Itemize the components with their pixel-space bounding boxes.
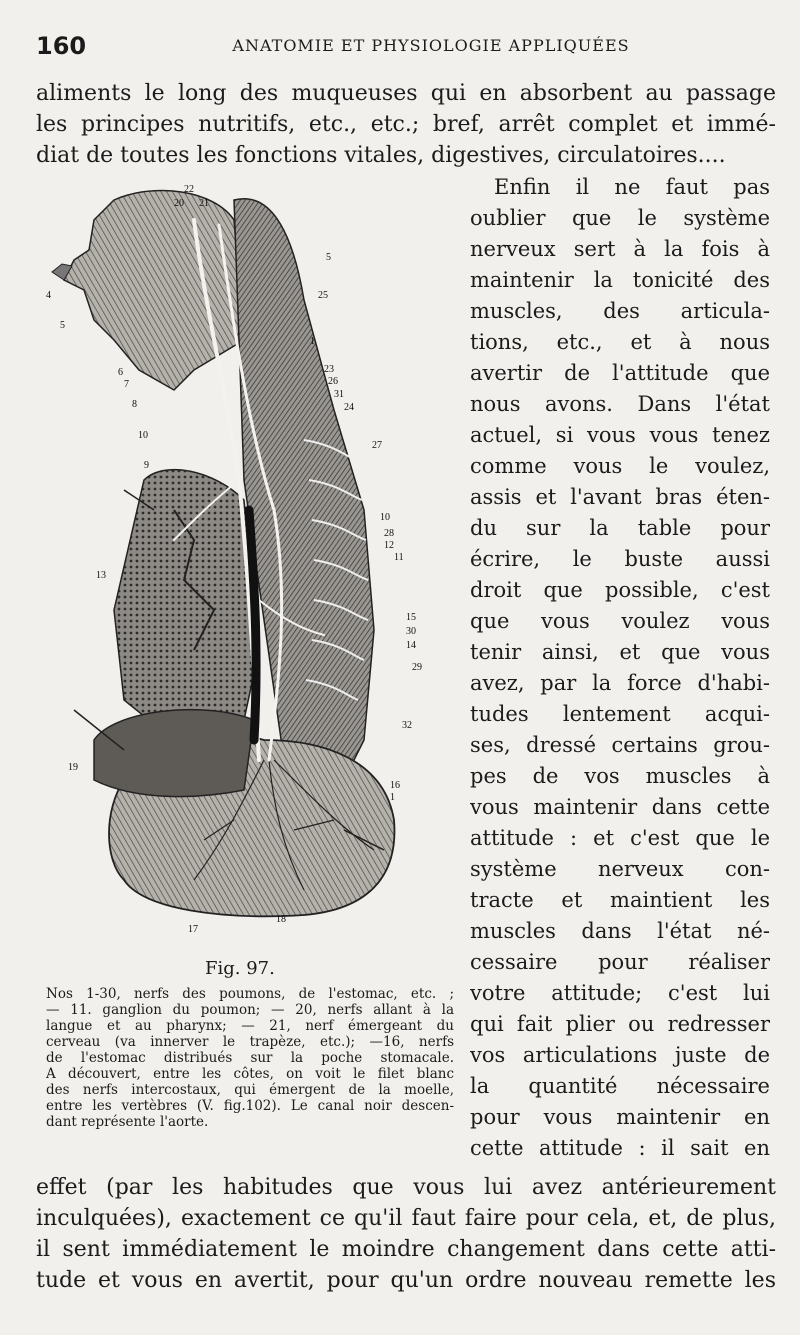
body-line: les principes nutritifs, etc., etc.; bref, arrêt complet et immé-	[36, 112, 776, 137]
figure-number-label: 1	[310, 336, 315, 347]
legend-line: cerveau (va innerver le trapèze, etc.); —16, nerfs	[46, 1034, 454, 1050]
side-text-line: tudes lentement acqui-	[470, 702, 770, 726]
legend-line: langue et au pharynx; — 21, nerf émergeant du	[46, 1018, 454, 1034]
liver-illustration	[94, 710, 254, 797]
side-text-line: que vous voulez vous	[470, 609, 770, 633]
side-text-line: tenir ainsi, et que vous	[470, 640, 770, 664]
figure-number-label: 28	[384, 528, 394, 539]
side-text-line: pour vous maintenir en	[470, 1105, 770, 1129]
page-number: 160	[36, 32, 87, 60]
side-text-line: muscles dans l'état né-	[470, 919, 770, 943]
figure-number-label: 14	[406, 640, 416, 651]
side-text-line: droit que possible, c'est	[470, 578, 770, 602]
body-line: aliments le long des muqueuses qui en absorbent au passage	[36, 81, 776, 106]
body-line: il sent immédiatement le moindre changement dans cette atti-	[36, 1237, 776, 1262]
legend-line: — 11. ganglion du poumon; — 20, nerfs allant à la	[46, 1002, 454, 1018]
figure-number-label: 17	[188, 924, 198, 935]
figure-number-label: 30	[406, 626, 416, 637]
figure-number-label: 5	[60, 320, 65, 331]
body-line: tude et vous en avertit, pour qu'un ordre nouveau remette les	[36, 1268, 776, 1293]
figure-number-label: 1	[390, 792, 395, 803]
figure-number-label: 19	[68, 762, 78, 773]
side-text-line: nous avons. Dans l'état	[470, 392, 770, 416]
legend-line: entre les vertèbres (V. fig.102). Le canal noir descen-	[46, 1098, 454, 1114]
figure-number-label: 16	[390, 780, 400, 791]
side-text-line: la quantité nécessaire	[470, 1074, 770, 1098]
figure-number-label: 12	[384, 540, 394, 551]
head-illustration	[52, 190, 244, 390]
side-text-line: attitude : et c'est que le	[470, 826, 770, 850]
lung-illustration	[114, 470, 259, 740]
figure-number-label: 22	[184, 184, 194, 195]
side-text-line: tions, etc., et à nous	[470, 330, 770, 354]
figure-number-label: 7	[124, 379, 129, 390]
figure-number-label: 26	[328, 376, 338, 387]
side-text-line: du sur la table pour	[470, 516, 770, 540]
figure-number-label: 13	[96, 570, 106, 581]
figure-legend	[46, 986, 454, 1130]
figure-number-label: 32	[402, 720, 412, 731]
figure-number-label: 10	[138, 430, 148, 441]
figure-number-label: 24	[344, 402, 354, 413]
page-header	[36, 32, 786, 60]
side-text-line: muscles, des articula-	[470, 299, 770, 323]
figure-number-label: 20	[174, 198, 184, 209]
side-text-line: comme vous le voulez,	[470, 454, 770, 478]
figure-number-label: 15	[406, 612, 416, 623]
side-text-line: cessaire pour réaliser	[470, 950, 770, 974]
figure-number-label: 10	[380, 512, 390, 523]
side-text-line: actuel, si vous vous tenez	[470, 423, 770, 447]
legend-line: dant représente l'aorte.	[46, 1114, 209, 1130]
side-text-line: avez, par la force d'habi-	[470, 671, 770, 695]
side-text-line: ses, dressé certains grou-	[470, 733, 770, 757]
side-text-line: nerveux sert à la fois à	[470, 237, 770, 261]
figure-number-label: 21	[199, 198, 209, 209]
side-text-line: système nerveux con-	[470, 857, 770, 881]
figure-number-label: 27	[372, 440, 382, 451]
side-text-line: votre attitude; c'est lui	[470, 981, 770, 1005]
figure-number-label: 9	[144, 460, 149, 471]
figure-number-label: 25	[318, 290, 328, 301]
side-text-line: oublier que le système	[470, 206, 770, 230]
figure-number-label: 8	[132, 399, 137, 410]
body-line: inculquées), exactement ce qu'il faut faire pour cela, et, de plus,	[36, 1206, 776, 1231]
legend-line: des nerfs intercostaux, qui émergent de la moelle,	[46, 1082, 454, 1098]
anatomical-figure	[44, 180, 454, 940]
side-text-line: cette attitude : il sait en	[470, 1136, 770, 1160]
figure-number-label: 23	[324, 364, 334, 375]
side-text-line: qui fait plier ou redresser	[470, 1012, 770, 1036]
figure-title: Fig. 97.	[205, 958, 275, 979]
side-text-line: tracte et maintient les	[470, 888, 770, 912]
side-text-line: écrire, le buste aussi	[470, 547, 770, 571]
figure-number-label: 18	[276, 914, 286, 925]
side-text-line: pes de vos muscles à	[470, 764, 770, 788]
figure-number-label: 5	[326, 252, 331, 263]
side-text-line: vos articulations juste de	[470, 1043, 770, 1067]
side-text-line: avertir de l'attitude que	[470, 361, 770, 385]
side-text-line: Enfin il ne faut pas	[494, 175, 770, 199]
legend-line: Nos 1-30, nerfs des poumons, de l'estomac, etc. ;	[46, 986, 454, 1002]
side-text-line: maintenir la tonicité des	[470, 268, 770, 292]
running-title: ANATOMIE ET PHYSIOLOGIE APPLIQUÉES	[232, 36, 630, 55]
legend-line: de l'estomac distribués sur la poche stomacale.	[46, 1050, 454, 1066]
side-text-line: vous maintenir dans cette	[470, 795, 770, 819]
figure-number-label: 4	[46, 290, 51, 301]
body-line: diat de toutes les fonctions vitales, digestives, circulatoires....	[36, 143, 726, 168]
figure-number-label: 31	[334, 389, 344, 400]
figure-number-label: 11	[394, 552, 404, 563]
legend-line: A découvert, entre les côtes, on voit le filet blanc	[46, 1066, 454, 1082]
figure-number-label: 6	[118, 367, 123, 378]
figure-number-label: 29	[412, 662, 422, 673]
body-line: effet (par les habitudes que vous lui avez antérieurement	[36, 1175, 776, 1200]
side-text-line: assis et l'avant bras éten-	[470, 485, 770, 509]
